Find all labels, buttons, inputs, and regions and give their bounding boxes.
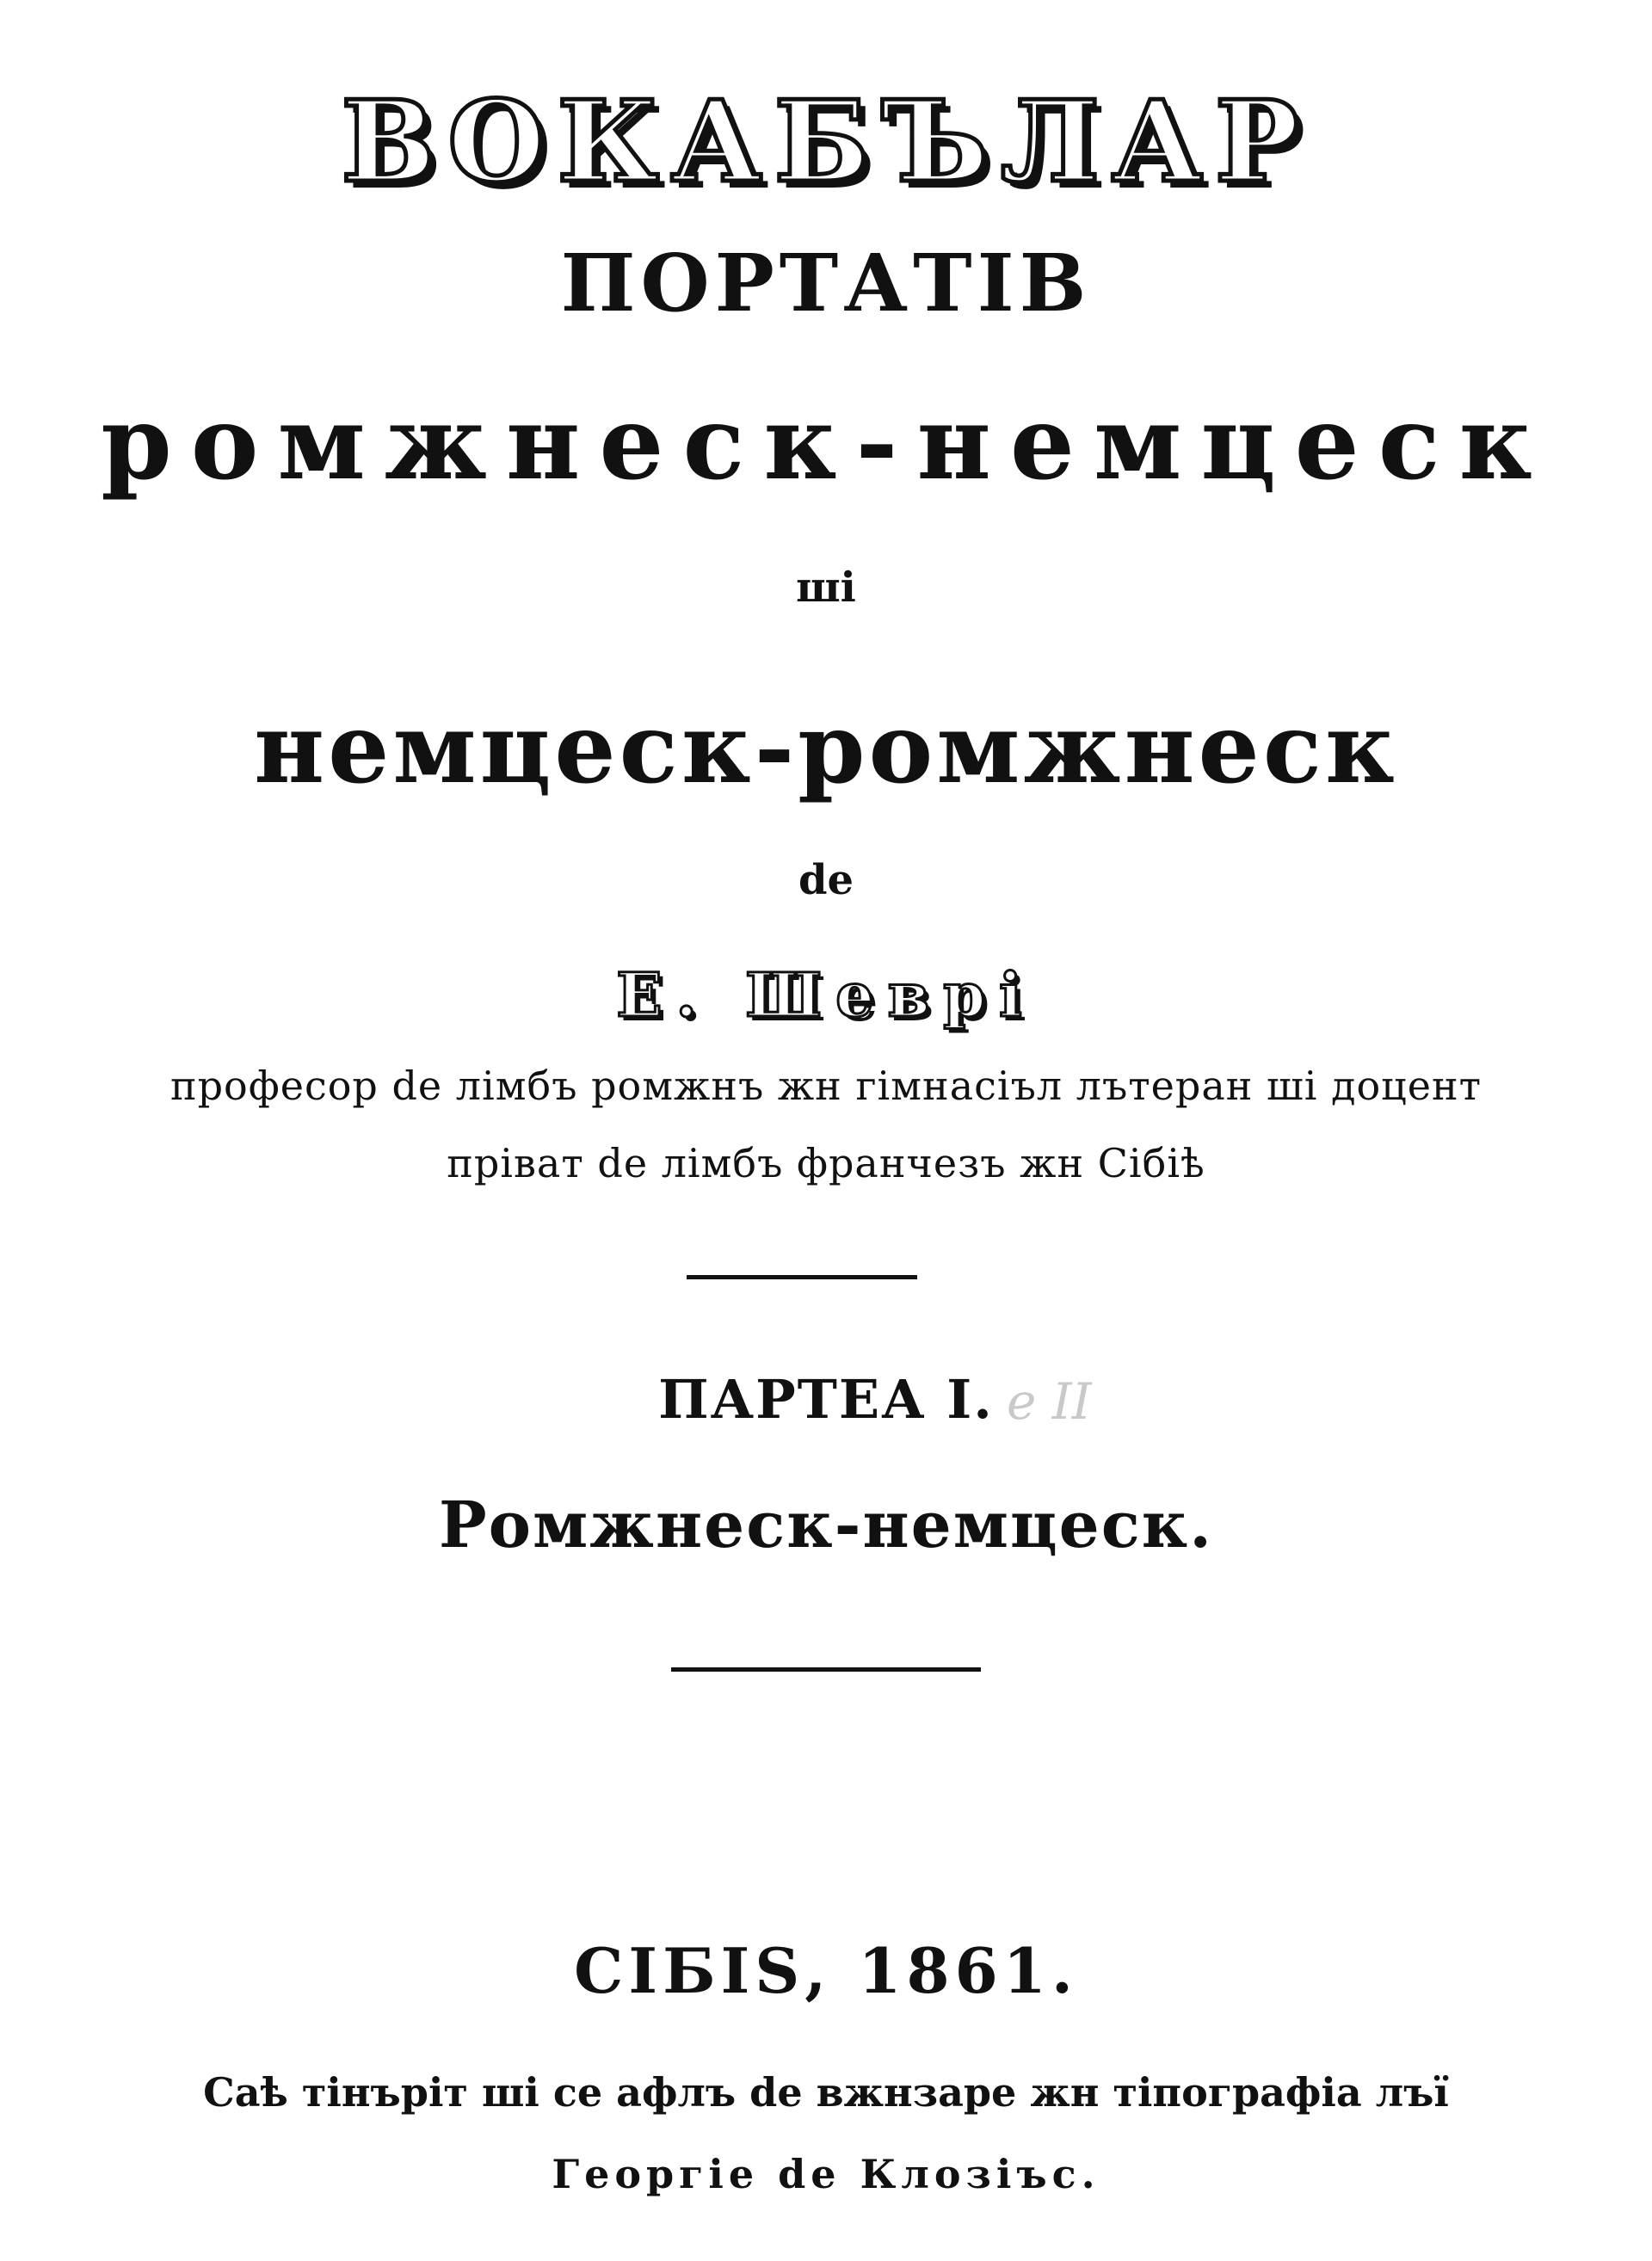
subtitle-german-romanian: немцеск-ромжнеск (254, 693, 1398, 805)
conjunction-and: ші (796, 564, 856, 612)
book-title: ВОКАБЪЛАР (341, 76, 1311, 207)
author-affiliation-line-2: пріват de лімбъ франчезъ жн Сібіѣ (447, 1140, 1205, 1186)
subtitle-romanian-german: ромжнеск-немцеск (101, 383, 1551, 502)
subtitle-portativ: ПОРТАТІВ (560, 237, 1092, 330)
divider-rule-top (687, 1275, 917, 1279)
part-heading: ПАРТЕА I. (658, 1368, 994, 1431)
author-affiliation-line-1: професор de лімбъ ромжнъ жн гімнасіъл лътеран ші доцент (170, 1063, 1482, 1109)
imprint-line-2: Георгіе de Клозіъс. (552, 2151, 1100, 2197)
part-subtitle: Ромжнеск-немцеск. (439, 1488, 1213, 1562)
place-and-year: СІБІЅ, 1861. (574, 1934, 1078, 2007)
author-preposition: de (798, 856, 854, 904)
author-name: Е. Шеврі (616, 959, 1036, 1031)
imprint-line-1: Саѣ тінъріт ші се афлъ de вжнзаре жн тіпографіа лъї (203, 2069, 1449, 2116)
divider-rule-bottom (671, 1667, 981, 1672)
pencil-annotation: е II (1007, 1372, 1092, 1431)
